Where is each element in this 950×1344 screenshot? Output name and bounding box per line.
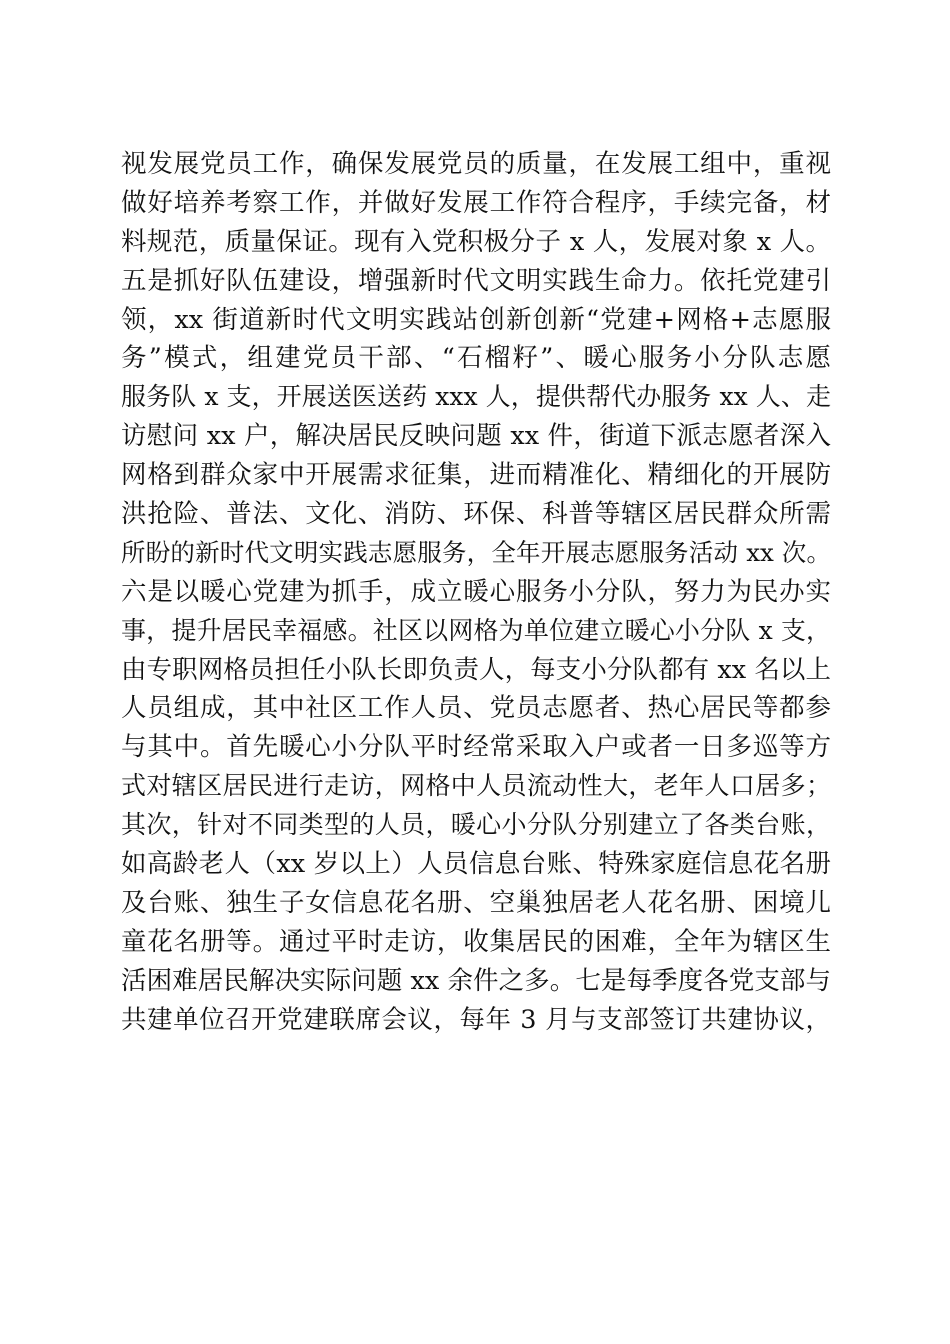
text-line: 与其中。首先暖心小分队平时经常采取入户或者一日多巡等方 <box>121 732 831 763</box>
text-line: 洪抢险、普法、文化、消防、环保、科普等辖区居民群众所需 <box>121 499 831 530</box>
body-text <box>121 145 831 1039</box>
text-line: 其次，针对不同类型的人员，暖心小分队分别建立了各类台账， <box>121 810 831 840</box>
text-line: 料规范，质量保证。现有入党积极分子 x 人，发展对象 x 人。 <box>121 226 831 257</box>
text-line: 领，xx 街道新时代文明实践站创新创新“党建+网格+志愿服 <box>121 304 831 335</box>
text-line: 事，提升居民幸福感。社区以网格为单位建立暖心小分队 x 支， <box>121 615 831 645</box>
text-line: 由专职网格员担任小队长即负责人，每支小分队都有 xx 名以上 <box>121 654 831 685</box>
text-line: 网格到群众家中开展需求征集，进而精准化、精细化的开展防 <box>121 460 831 491</box>
text-line: 如高龄老人（xx 岁以上）人员信息台账、特殊家庭信息花名册 <box>121 849 831 880</box>
text-line: 式对辖区居民进行走访，网格中人员流动性大，老年人口居多； <box>121 771 831 801</box>
text-line: 活困难居民解决实际问题 xx 余件之多。七是每季度各党支部与 <box>121 965 831 996</box>
text-line: 及台账、独生子女信息花名册、空巢独居老人花名册、困境儿 <box>121 887 831 918</box>
text-line: 六是以暖心党建为抓手，成立暖心服务小分队，努力为民办实 <box>121 576 831 607</box>
text-line: 共建单位召开党建联席会议，每年 3 月与支部签订共建协议， <box>121 1004 831 1035</box>
text-line: 视发展党员工作，确保发展党员的质量，在发展工组中，重视 <box>121 149 831 179</box>
text-line: 五是抓好队伍建设，增强新时代文明实践生命力。依托党建引 <box>121 265 831 296</box>
text-line: 务”模式，组建党员干部、“石榴籽”、暖心服务小分队志愿 <box>121 343 831 374</box>
text-line: 所盼的新时代文明实践志愿服务，全年开展志愿服务活动 xx 次。 <box>121 537 831 567</box>
text-line: 服务队 x 支，开展送医送药 xxx 人，提供帮代办服务 xx 人、走 <box>121 382 831 412</box>
text-line: 做好培养考察工作，并做好发展工作符合程序，手续完备，材 <box>121 187 831 218</box>
text-line: 人员组成，其中社区工作人员、党员志愿者、热心居民等都参 <box>121 693 831 724</box>
text-line: 童花名册等。通过平时走访，收集居民的困难，全年为辖区生 <box>121 926 831 957</box>
text-line: 访慰问 xx 户，解决居民反映问题 xx 件，街道下派志愿者深入 <box>121 421 831 452</box>
